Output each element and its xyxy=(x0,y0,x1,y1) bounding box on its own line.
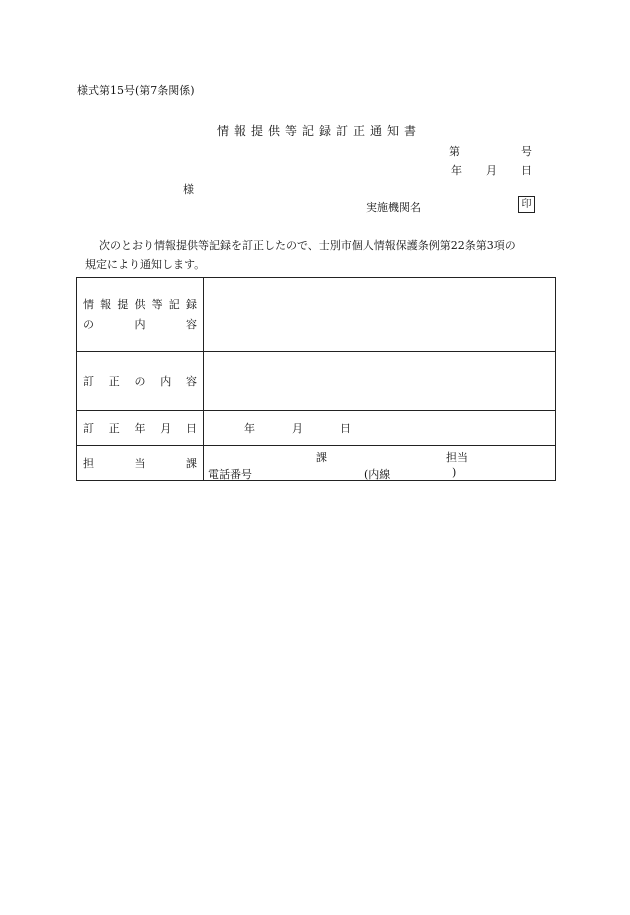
label-char: 訂 xyxy=(83,422,94,435)
label-char: 正 xyxy=(108,422,120,435)
record-content-value[interactable] xyxy=(204,278,556,352)
notice-table xyxy=(76,277,556,481)
correction-date-label xyxy=(77,411,204,446)
table-row xyxy=(77,278,556,352)
label-char: 訂 xyxy=(83,375,94,388)
body-text xyxy=(85,236,565,274)
date-year: 年 xyxy=(451,164,462,177)
label-char: 容 xyxy=(186,375,197,388)
department-label xyxy=(77,446,204,481)
label-char: 内 xyxy=(160,375,172,388)
label-char: 供 xyxy=(134,297,146,311)
label-char: 情 xyxy=(83,297,94,311)
correction-date-value[interactable] xyxy=(204,411,556,446)
label-char: の xyxy=(134,375,146,388)
date-day: 日 xyxy=(521,164,532,177)
number-prefix: 第 xyxy=(449,145,460,158)
correction-content-value[interactable] xyxy=(204,352,556,411)
correction-date-year: 年 xyxy=(244,422,255,435)
department-label-text xyxy=(83,455,197,471)
label-char: 容 xyxy=(186,317,197,331)
phone-label: 電話番号 xyxy=(208,468,252,481)
label-char: 記 xyxy=(168,297,180,311)
label-char: 提 xyxy=(117,297,129,311)
label-char: 課 xyxy=(186,457,197,470)
correction-content-label xyxy=(77,352,204,411)
seal-mark: 印 xyxy=(518,196,535,213)
department-tanto: 担当 xyxy=(446,451,468,464)
correction-content-label-text xyxy=(83,373,197,389)
label-char: 報 xyxy=(100,297,112,311)
label-char: 年 xyxy=(134,422,146,435)
label-char: 正 xyxy=(108,375,120,388)
label-char: の xyxy=(83,317,94,331)
label-char: 当 xyxy=(134,457,146,470)
record-content-label xyxy=(77,278,204,352)
correction-date-day: 日 xyxy=(340,422,351,435)
record-content-label-line1 xyxy=(83,295,197,315)
body-line-2: 規定により通知します。 xyxy=(85,258,206,271)
table-row xyxy=(77,446,556,481)
label-char: 日 xyxy=(186,422,197,435)
agency-label: 実施機関名 xyxy=(366,201,421,214)
addressee-suffix: 様 xyxy=(183,183,194,196)
table-row xyxy=(77,411,556,446)
date-month: 月 xyxy=(486,164,497,177)
label-char: 録 xyxy=(185,297,197,311)
number-suffix: 号 xyxy=(521,145,532,158)
record-content-label-line2 xyxy=(83,315,197,335)
label-char: 内 xyxy=(134,317,146,331)
document-title: 情報提供等記録訂正通知書 xyxy=(216,124,421,138)
correction-date-month: 月 xyxy=(292,422,303,435)
department-ka: 課 xyxy=(316,451,327,464)
department-value[interactable] xyxy=(204,446,556,481)
table-row xyxy=(77,352,556,411)
label-char: 等 xyxy=(151,297,163,311)
extension-open: (内線 xyxy=(364,468,391,481)
body-line-1: 次のとおり情報提供等記録を訂正したので、士別市個人情報保護条例第22条第3項の xyxy=(99,239,516,252)
extension-close: ) xyxy=(452,466,457,479)
label-char: 担 xyxy=(83,457,94,470)
label-char: 月 xyxy=(160,422,172,435)
correction-date-label-text xyxy=(83,420,197,436)
form-id: 様式第15号(第7条関係) xyxy=(77,84,195,97)
